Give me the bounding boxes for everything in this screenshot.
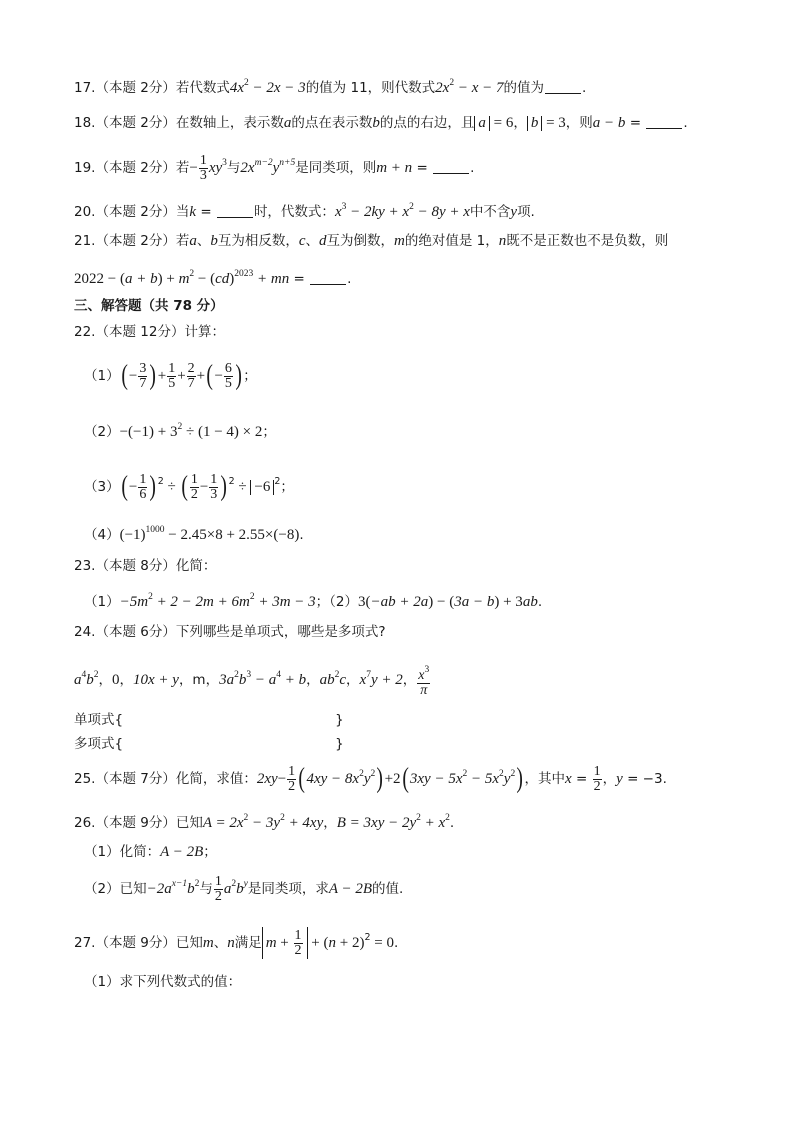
monomial-answer-row: 单项式{ } — [74, 712, 344, 728]
question-22-part-1: （1）(− $\frac{3}{7}$ )+ $\frac{1}{5}$ + $\frac{2}{7}$ +(− $\frac{6}{5}$ )； — [84, 360, 257, 391]
answer-blank[interactable] — [217, 204, 253, 218]
answer-blank[interactable] — [310, 271, 346, 285]
question-27: 27.（本题 9分）已知m、n满足 m + $\frac{1}{2}$ + $(n + 2)^2 = 0$. — [74, 927, 399, 958]
question-23-parts: $(1)-5m^2 + 2 - 2m + 6m^2 + 3m - 3$；（2）3(−ab + 2a) − (3a − b) + 3ab. — [84, 592, 543, 610]
question-21-formula: $2022 - (a + b) + m^2 - (cd)^{2023}$ + mn = . — [74, 269, 352, 287]
question-22-part-2: $(2)-(-1) + 3^2 \div (1 - 4) \times 2$； — [84, 422, 276, 440]
question-24-expressions: $a^4b^2$，0，10x + y，m，$3a^2b^3 - a^4 + b$，$ab^2c$，$x^7y + 2$， $\frac{x^3}{\pi}$ — [74, 664, 430, 698]
question-22-part-3: （3）(− $\frac{1}{6}$ )$^2$ ÷ ( $\frac{1}{2}$ − $\frac{1}{3}$ )$^2$ ÷ −6 $^2$； — [84, 471, 294, 502]
polynomial-answer-row: 多项式{ } — [74, 736, 344, 752]
question-23: 23.（本题 8分）化简： — [74, 558, 217, 574]
question-22: 22.（本题 12分）计算： — [74, 324, 225, 340]
answer-blank[interactable] — [545, 80, 581, 94]
question-18: 18.（本题 2分）在数轴上，表示数a的点在表示数b的点的右边，且 a = 6， b = 3，则a − b = . — [74, 115, 688, 131]
question-26: 26.（本题 9分）已知$A = 2x^2 - 3y^2 + 4xy$，$B = 3xy - 2y^2 + x^2$. — [74, 813, 455, 831]
question-26-part-1: （1）化简：A − 2B； — [84, 844, 217, 860]
question-27-part-1: （1）求下列代数式的值： — [84, 974, 242, 990]
answer-blank[interactable] — [433, 160, 469, 174]
question-17: 17.（本题 2分）若代数式$4x^2 - 2x - 3$的值为 11，则代数式$2x^2 - x - 7$的值为 . — [74, 78, 587, 96]
question-24: 24.（本题 6分）下列哪些是单项式，哪些是多项式? — [74, 624, 386, 640]
question-25: 25.（本题 7分）化简，求值：2xy− $\frac{1}{2}$ $(4xy - 8x^2y^2)+2(3xy - 5x^2 - 5x^2y^2)$，其中x = $\frac{1}{2}$ ，y = −3. — [74, 763, 667, 794]
question-21: 21.（本题 2分）若a、b互为相反数，c、d互为倒数，m的绝对值是 1，n既不是正数也不是负数，则 — [74, 233, 669, 249]
question-22-part-4: $(4)(-1)^{1000} - 2.45\times 8 + 2.55\times(-8)$. — [84, 525, 304, 543]
question-20: 20.（本题 2分）当k = 时，代数式：$x^3 - 2ky + x^2 - 8y + x$中不含y项. — [74, 202, 535, 220]
question-26-part-2: （2）已知$-2a^{x-1}b^2$与 $\frac{1}{2}$ $a^2b^y$是同类项，求A − 2B的值. — [84, 873, 404, 904]
question-19: 19.（本题 2分）若− $\frac{1}{3}$ $xy^3$与$2x^{m-2}y^{n+5}$是同类项，则m + n = . — [74, 152, 475, 183]
section-heading: 三、解答题（共 78 分） — [74, 298, 224, 314]
answer-blank[interactable] — [646, 115, 682, 129]
